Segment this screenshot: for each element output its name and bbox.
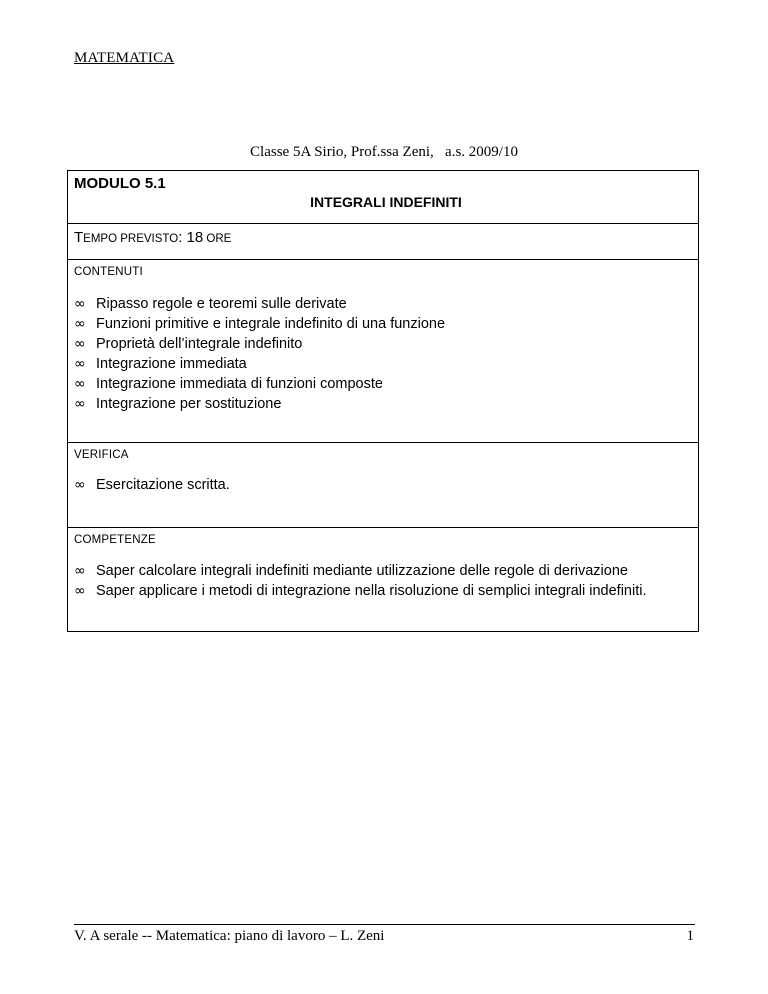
infinity-bullet-icon: ∞ xyxy=(74,356,86,372)
list-item xyxy=(74,475,230,495)
module-label: MODULO 5.1 xyxy=(74,175,166,192)
list-item xyxy=(74,561,647,581)
footer-divider xyxy=(74,924,695,925)
list-item-text: Esercitazione scritta. xyxy=(96,477,230,493)
verification-row xyxy=(68,443,698,528)
time-colon: : xyxy=(178,229,187,246)
list-item-text: Saper calcolare integrali indefiniti mediante utilizzazione delle regole di derivazione xyxy=(96,563,628,579)
infinity-bullet-icon: ∞ xyxy=(74,396,86,412)
infinity-bullet-icon: ∞ xyxy=(74,336,86,352)
verification-list xyxy=(74,475,230,495)
time-label: EMPO PREVISTO xyxy=(83,233,179,245)
list-item-text: Integrazione immediata xyxy=(96,356,247,372)
time-estimate xyxy=(74,229,231,246)
list-item xyxy=(74,581,647,601)
module-title: INTEGRALI INDEFINITI xyxy=(310,194,462,210)
time-hours: 18 xyxy=(186,229,204,246)
infinity-bullet-icon: ∞ xyxy=(74,316,86,332)
list-item xyxy=(74,354,445,374)
infinity-bullet-icon: ∞ xyxy=(74,563,86,579)
header-subject: MATEMATICA xyxy=(74,50,175,66)
list-item xyxy=(74,294,445,314)
footer-text: V. A serale -- Matematica: piano di lavoro – L. Zeni xyxy=(74,928,385,944)
list-item xyxy=(74,334,445,354)
contents-list xyxy=(74,294,445,414)
infinity-bullet-icon: ∞ xyxy=(74,583,86,599)
module-table xyxy=(67,170,699,632)
time-row xyxy=(68,224,698,260)
list-item-text: Integrazione per sostituzione xyxy=(96,396,282,412)
competences-row xyxy=(68,528,698,631)
list-item-text: Funzioni primitive e integrale indefinito di una funzione xyxy=(96,316,446,332)
competences-list xyxy=(74,561,647,601)
list-item xyxy=(74,314,445,334)
infinity-bullet-icon: ∞ xyxy=(74,477,86,493)
class-info-line xyxy=(0,144,768,161)
list-item-text: Integrazione immediata di funzioni composte xyxy=(96,376,383,392)
time-unit: ORE xyxy=(203,233,232,245)
page-number: 1 xyxy=(686,928,694,944)
competences-heading: COMPETENZE xyxy=(74,534,156,546)
list-item xyxy=(74,374,445,394)
module-header-row xyxy=(68,171,698,224)
list-item-text: Proprietà dell’integrale indefinito xyxy=(96,336,303,352)
infinity-bullet-icon: ∞ xyxy=(74,376,86,392)
time-cap-letter: T xyxy=(74,229,84,246)
list-item-text: Ripasso regole e teoremi sulle derivate xyxy=(96,296,347,312)
contents-row xyxy=(68,260,698,443)
list-item-text: Saper applicare i metodi di integrazione nella risoluzione di semplici integrali indefiniti. xyxy=(96,583,647,599)
list-item xyxy=(74,394,445,414)
contents-heading: CONTENUTI xyxy=(74,266,143,278)
class-info-text: Classe 5A Sirio, Prof.ssa Zeni, a.s. 2009/10 xyxy=(250,144,518,160)
verification-heading: VERIFICA xyxy=(74,449,129,461)
infinity-bullet-icon: ∞ xyxy=(74,296,86,312)
